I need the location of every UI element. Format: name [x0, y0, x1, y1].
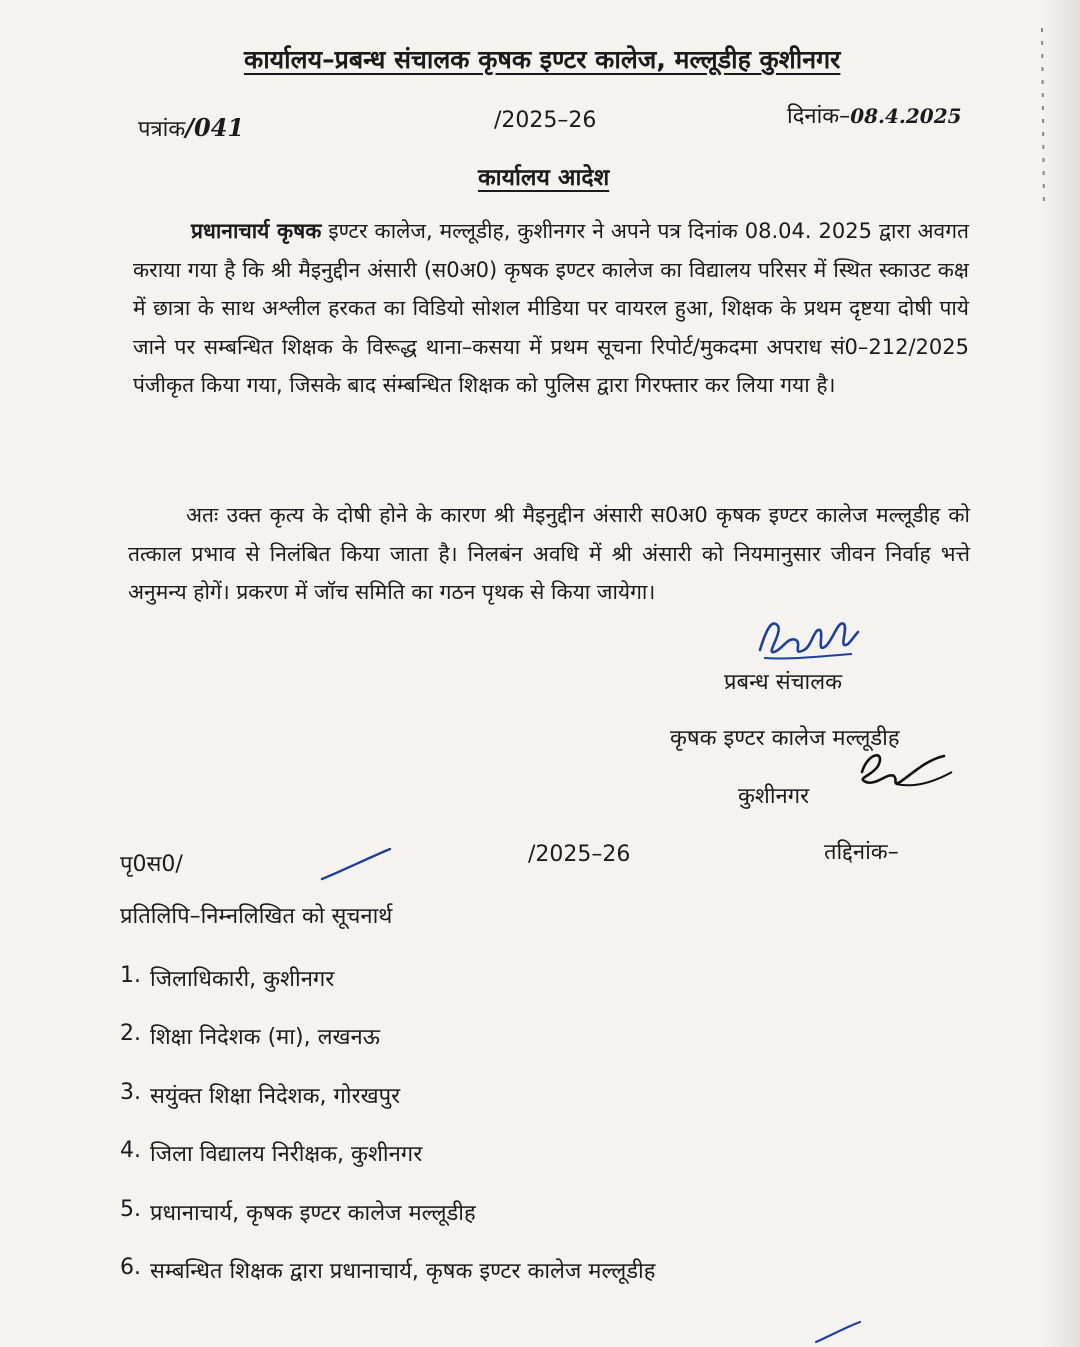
copy-to-list — [120, 963, 655, 1313]
list-item-number: 3. — [120, 1079, 141, 1105]
pen-tick-mark-bottom — [812, 1318, 864, 1344]
reference-number — [138, 113, 244, 143]
scan-artifact-mark — [1030, 28, 1052, 208]
pen-tick-mark — [318, 845, 394, 885]
reference-number-handwritten: /041 — [185, 113, 245, 142]
list-item — [120, 1138, 655, 1196]
list-item-number: 5. — [120, 1196, 141, 1222]
list-item — [120, 1080, 655, 1138]
list-item-text: प्रधानाचार्य, कृषक इण्टर कालेज मल्लूडीह — [150, 1200, 476, 1226]
list-item-text: शिक्षा निदेशक (मा), लखनऊ — [150, 1025, 380, 1051]
list-item-text: जिला विद्यालय निरीक्षक, कुशीनगर — [150, 1142, 423, 1168]
list-item-number: 4. — [120, 1138, 141, 1164]
paragraph-1-text: इण्टर कालेज, मल्लूडीह, कुशीनगर ने अपने पत्र दिनांक 08.04. 2025 द्वारा अवगत कराया गया है कि श्री मैइनुद्दीन अंसारी (स0अ0) कृषक इण्टर कालेज का विद्यालय परिसर में स्थित स्काउट कक्ष में छात्रा के साथ अश्लील हरकत का विडियो सोशल मीडिया पर वायरल हुआ, शिक्षक के प्रथम दृष्टया दोषी पाये जाने पर सम्बन्धित शिक्षक के विरूद्ध थाना–कसया में प्रथम सूचना रिपोर्ट/मुकदमा अपराध सं0–212/2025 पंजीकृत किया गया, जिसके बाद संम्बन्धित शिक्षक को पुलिस द्वारा गिरफ्तार कर लिया गया है। — [133, 219, 970, 397]
office-header-title: कार्यालय–प्रबन्ध संचालक कृषक इण्टर कालेज, मल्लूडीह कुशीनगर — [244, 45, 841, 74]
endorsement-number: पृ0स0/ — [120, 852, 183, 877]
list-item-text: सयुंक्त शिक्षा निदेशक, गोरखपुर — [150, 1083, 401, 1109]
list-item-number: 6. — [120, 1254, 141, 1280]
signatory-designation: प्रबन्ध संचालक — [724, 670, 843, 695]
endorsement-date: तद्दिनांक– — [824, 840, 899, 865]
list-item — [120, 1197, 655, 1255]
reference-label: पत्रांक — [138, 117, 186, 142]
date-label: दिनांक– — [787, 104, 851, 129]
list-item-text: सम्बन्धित शिक्षक द्वारा प्रधानाचार्य, कृषक इण्टर कालेज मल्लूडीह — [150, 1258, 656, 1284]
order-title: कार्यालय आदेश — [478, 165, 610, 191]
list-item-number: 2. — [120, 1021, 141, 1047]
list-item-number: 1. — [120, 963, 141, 988]
signatory-institution: कृषक इण्टर कालेज मल्लूडीह — [670, 726, 900, 751]
endorsement-year: /2025–26 — [528, 842, 631, 867]
list-item — [120, 1021, 655, 1079]
list-item — [120, 963, 655, 1021]
list-item-text: जिलाधिकारी, कुशीनगर — [150, 967, 335, 992]
list-item — [120, 1255, 655, 1313]
paragraph-1-lead: प्रधानाचार्य कृषक — [191, 219, 322, 243]
signature-initials — [848, 742, 958, 792]
order-paragraph-1 — [133, 212, 969, 405]
signature-manager — [752, 610, 862, 670]
copy-to-heading: प्रतिलिपि–निम्नलिखित को सूचनार्थ — [120, 904, 393, 929]
signatory-district: कुशीनगर — [738, 784, 810, 809]
reference-year: /2025–26 — [494, 108, 597, 133]
order-paragraph-2: अतः उक्त कृत्य के दोषी होने के कारण श्री मैइनुद्दीन अंसारी स0अ0 कृषक इण्टर कालेज मल्लूडीह को तत्काल प्रभाव से निलंबित किया जाता है। निलबंन अवधि में श्री अंसारी को नियमानुसार जीवन निर्वाह भत्ते अनुमन्य होगें। प्रकरण में जॉच समिति का गठन पृथक से किया जायेगा। — [128, 503, 970, 604]
reference-date — [787, 100, 962, 130]
date-handwritten: 08.4.2025 — [850, 104, 962, 128]
